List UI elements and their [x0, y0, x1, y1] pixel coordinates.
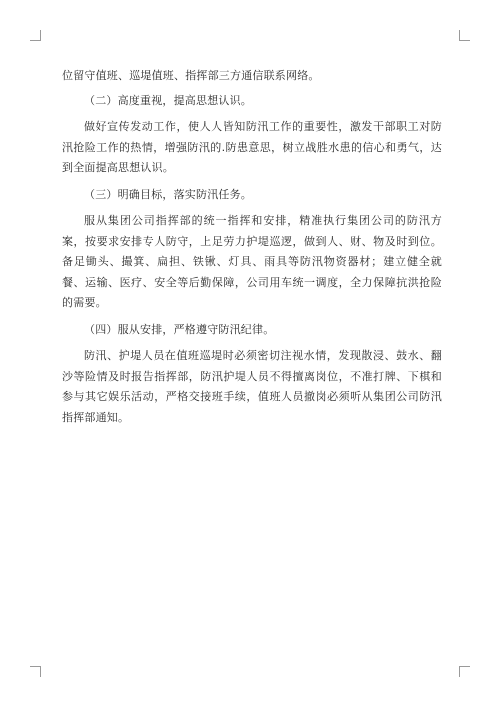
section-body-2: 做好宣传发动工作，使人人皆知防汛工作的重要性，激发干部职工对防汛抢险工作的热情，增强防汛的.防患意思，树立战胜水患的信心和勇气，达到全面提高思想认识。	[62, 120, 442, 174]
intro-paragraph: 位留守值班、巡堤值班、指挥部三方通信联系网络。	[62, 69, 320, 82]
crop-mark-bottom-right	[459, 666, 470, 677]
document-body	[62, 66, 442, 434]
section-heading-4: （四）服从安排，严格遵守防汛纪律。	[84, 322, 275, 336]
crop-mark-top-right	[459, 30, 470, 41]
section-body-3: 服从集团公司指挥部的统一指挥和安排，精准执行集团公司的防汛方案，按要求安排专人防守，上足劳力护堤巡逻，做到人、财、物及时到位。备足锄头、撮箕、扁担、铁锹、灯具、雨具等防汛物资器材；建立健全就餐、运输、医疗、安全等后勤保障，公司用车统一调度，全力保障抗洪抢险的需要。	[62, 214, 442, 309]
crop-mark-bottom-left	[30, 666, 41, 677]
section-heading-3: （三）明确目标，落实防汛任务。	[84, 187, 252, 201]
crop-mark-top-left	[30, 30, 41, 41]
section-heading-2: （二）高度重视，提高思想认识。	[84, 93, 252, 107]
section-body-4: 防汛、护堤人员在值班巡堤时必须密切注视水情，发现散浸、鼓水、翻沙等险情及时报告指挥部，防汛护堤人员不得擅离岗位，不准打牌、下棋和参与其它娱乐活动，严格交接班手续，值班人员撤岗必须听从集团公司防汛指挥部通知。	[62, 349, 442, 424]
